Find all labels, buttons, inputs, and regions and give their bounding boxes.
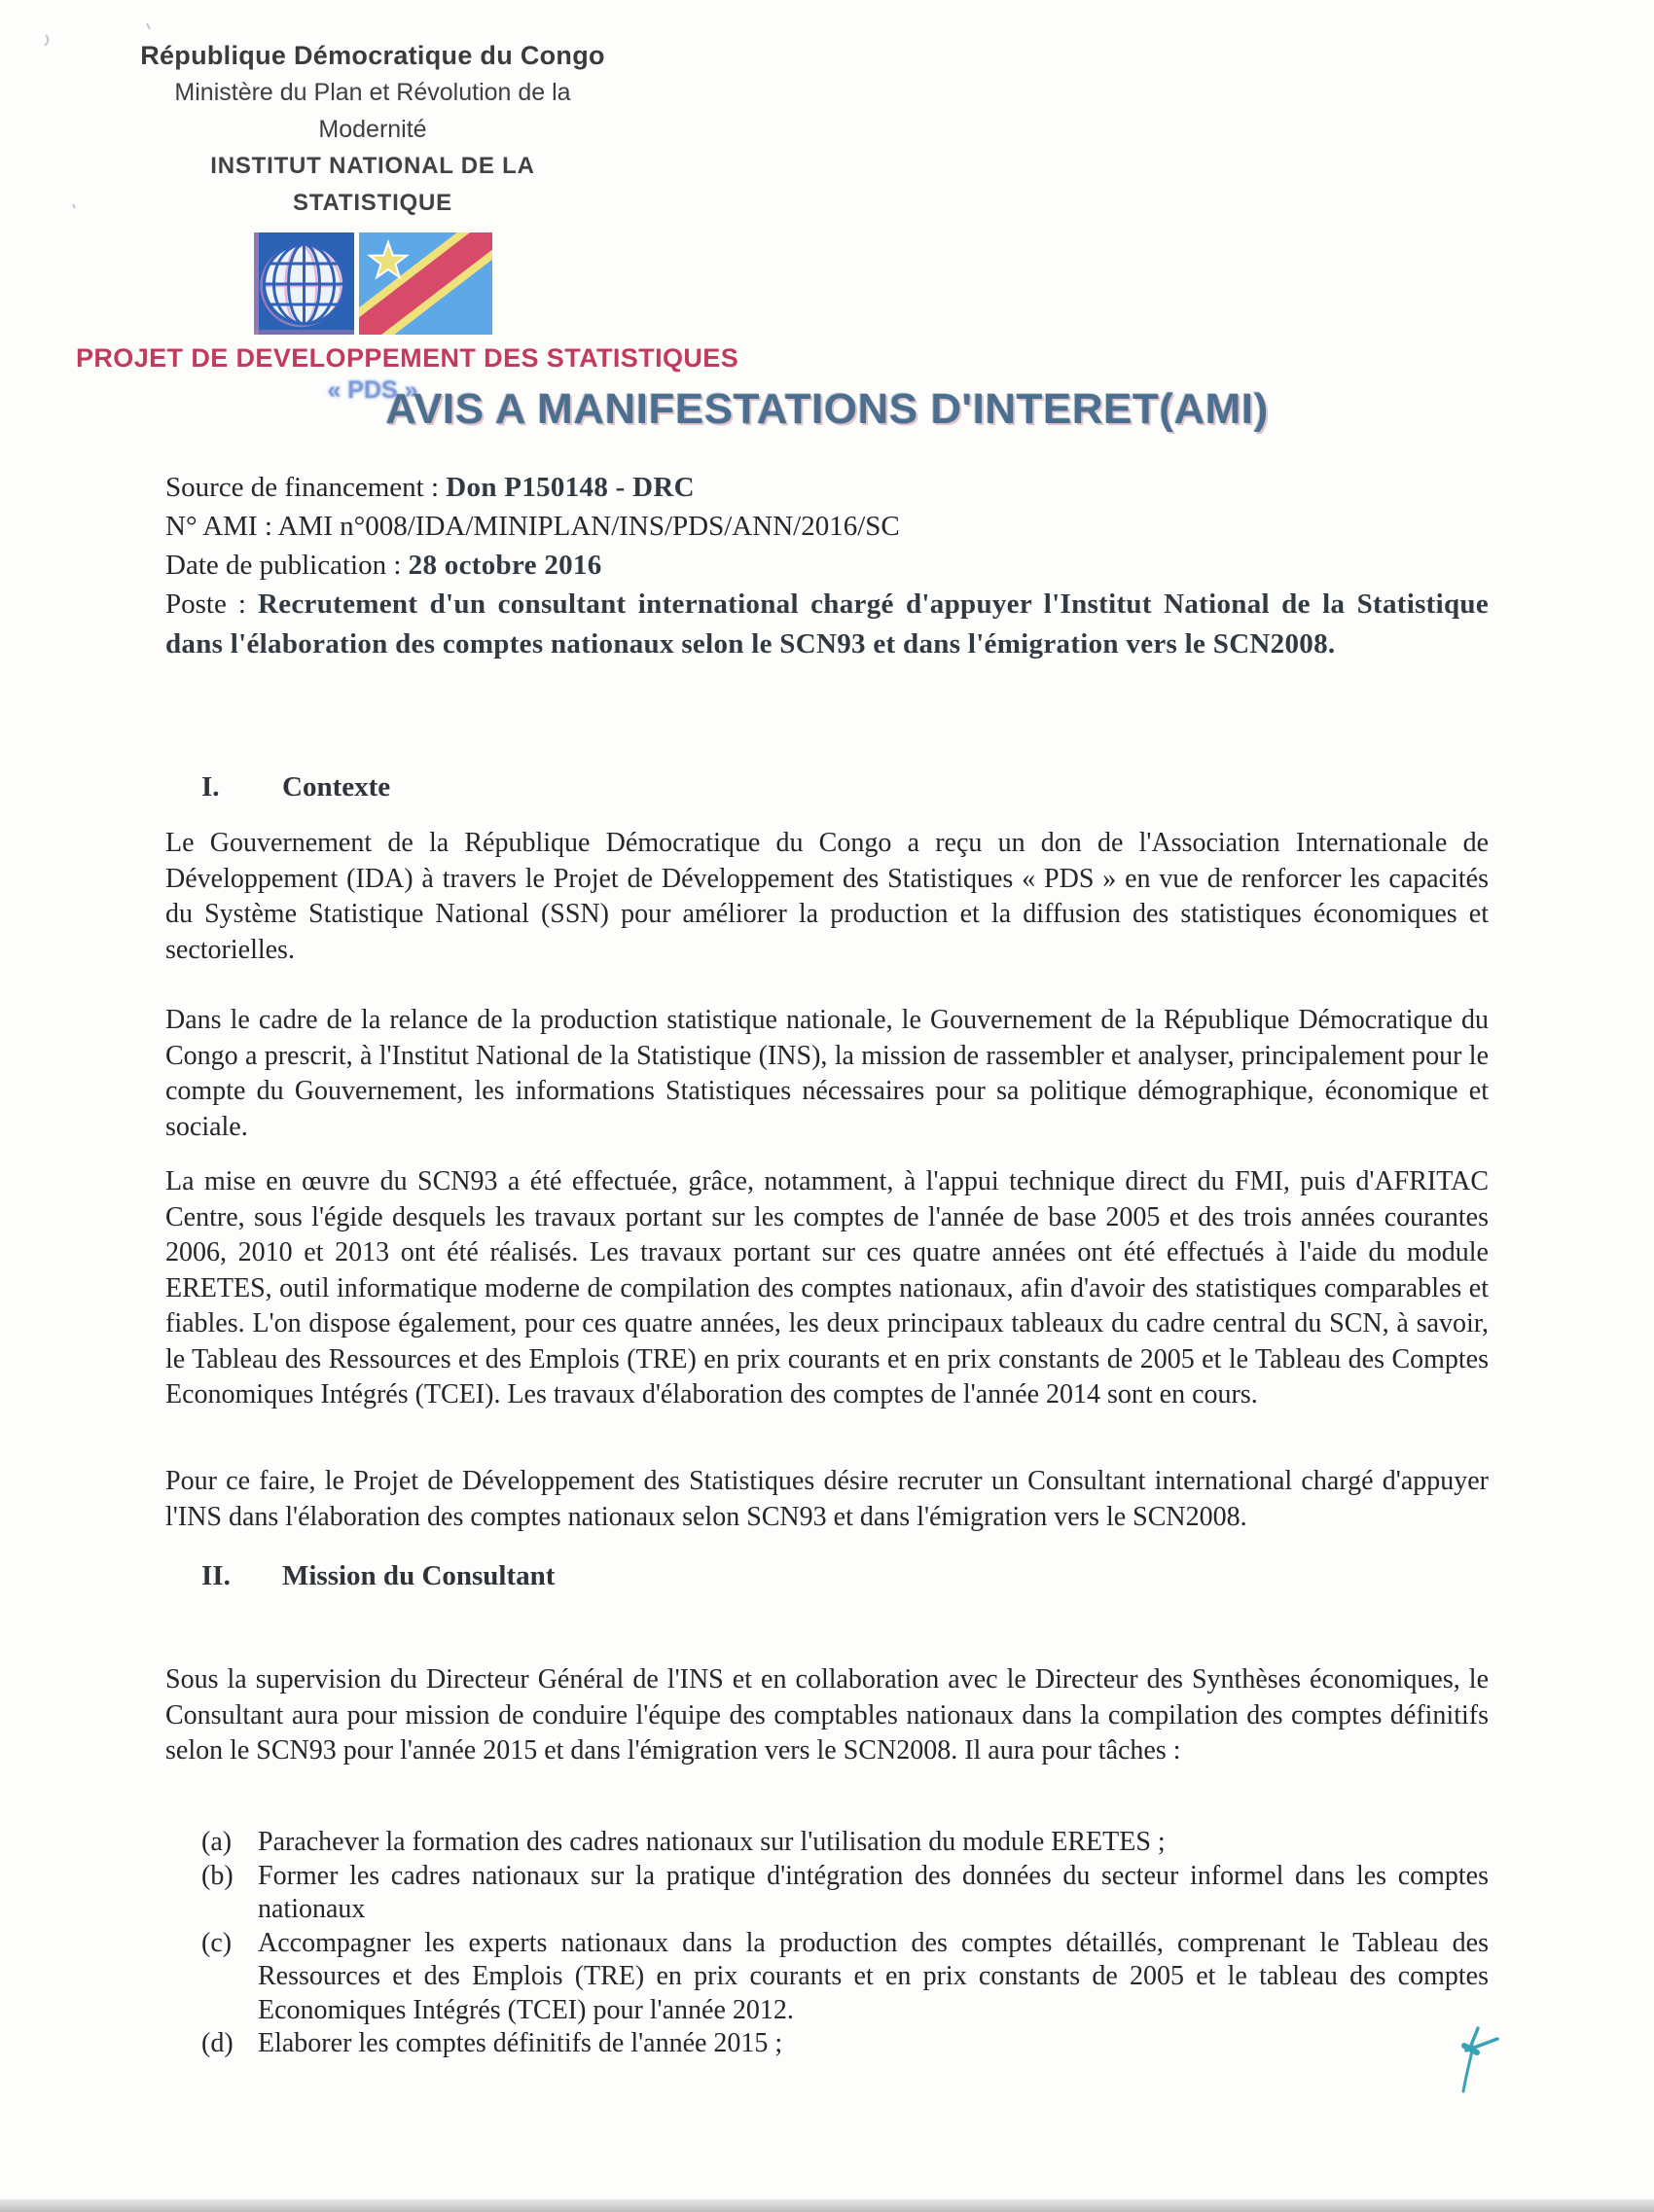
task-marker-b: (b): [201, 1860, 234, 1891]
context-paragraph-3: La mise en œuvre du SCN93 a été effectuée, grâce, notamment, à l'appui technique direct du FMI, puis d'AFRITAC Centre, sous l'égide desquels les travaux portant sur les comptes de l'année de base 2005 et des trois années courantes 2006, 2010 et 2013 ont été réalisés. Les travaux portant sur ces quatre années ont été effectués à l'aide du module ERETES, outil informatique moderne de compilation des comptes nationaux, afin d'avoir des statistiques comparables et fiables. L'on dispose également, pour ces quatre années, les deux principaux tableaux du cadre central du SCN, à savoir, le Tableau des Ressources et des Emplois (TRE) en prix courants et en prix constants de 2005 et le Tableau des Comptes Economiques Intégrés (TCEI). Les travaux d'élaboration des comptes de l'année 2014 sont en cours.: [165, 1166, 1489, 1409]
task-item-a: [165, 1826, 1489, 1860]
task-marker-d: (d): [201, 2028, 234, 2058]
funding-source-line: [165, 468, 1489, 507]
funding-source-label: Source de financement :: [165, 472, 447, 503]
country-name: République Démocratique du Congo: [140, 41, 605, 70]
position-line: [165, 585, 1489, 664]
position-value: Recrutement d'un consultant international chargé d'appuyer l'Institut National de la Statistique dans l'élaboration des comptes nationaux selon le SCN93 et dans l'émigration vers le SCN2008.: [165, 589, 1489, 660]
ami-number-label: N° AMI :: [165, 511, 278, 542]
task-text-a: Parachever la formation des cadres nationaux sur l'utilisation du module ERETES ;: [258, 1827, 1166, 1857]
section-1-title: Contexte: [282, 771, 391, 803]
section-2-title: Mission du Consultant: [282, 1560, 556, 1591]
letterhead: [76, 37, 739, 405]
context-paragraph-4: Pour ce faire, le Projet de Développement des Statistiques désire recruter un Consultant international chargé d'appuyer l'INS dans l'élaboration des comptes nationaux selon SCN93 et dans l'émigration vers le SCN2008.: [165, 1466, 1489, 1532]
publication-date-value: 28 octobre 2016: [408, 550, 602, 581]
ami-number-value: AMI n°008/IDA/MINIPLAN/INS/PDS/ANN/2016/SC: [277, 511, 900, 542]
task-marker-a: (a): [201, 1827, 233, 1857]
section-1-heading: [165, 771, 1489, 803]
scanner-edge-shadow: [0, 2199, 1654, 2212]
meta-block: [165, 468, 1489, 664]
ins-logo: [254, 232, 492, 335]
task-item-b: [165, 1860, 1489, 1927]
section-2-heading: [165, 1560, 1489, 1592]
task-item-d: [165, 2027, 1489, 2061]
task-text-b: Former les cadres nationaux sur la pratique d'intégration des données du secteur informel dans les comptes nationaux: [258, 1860, 1489, 1924]
section-1-number: I.: [201, 771, 220, 803]
context-paragraph-1: Le Gouvernement de la République Démocratique du Congo a reçu un don de l'Association Internationale de Développement (IDA) à travers le Projet de Développement des Statistiques « PDS » en vue de renforcer les capacités du Système Statistique National (SSN) pour améliorer la production et la diffusion des statistiques économiques et sectorielles.: [165, 828, 1489, 965]
ministry-name: Ministère du Plan et Révolution de la Modernité: [174, 79, 571, 143]
task-text-c: Accompagner les experts nationaux dans la production des comptes détaillés, comprenant le Tableau des Ressources et des Emplois (TRE) en prix courants et en prix constants de 2005 et le tableau des comptes Economiques Intégrés (TCEI) pour l'année 2012.: [258, 1927, 1489, 2025]
funding-source-value: Don P150148 - DRC: [446, 472, 695, 503]
ami-number-line: [165, 507, 1489, 546]
publication-date-line: [165, 546, 1489, 585]
publication-date-label: Date de publication :: [165, 550, 409, 581]
position-label: Poste :: [165, 589, 258, 620]
section-2-number: II.: [201, 1560, 231, 1591]
globe-icon: [254, 232, 354, 335]
context-paragraph-2: Dans le cadre de la relance de la production statistique nationale, le Gouvernement de la République Démocratique du Congo a prescrit, à l'Institut National de la Statistique (INS), la mission de rassembler et analyser, principalement pour le compte du Gouvernement, les informations Statistiques nécessaires pour sa politique démographique, économique et sociale.: [165, 1005, 1489, 1142]
project-acronym-stamp: « PDS »: [327, 376, 418, 404]
institute-name: INSTITUT NATIONAL DE LA STATISTIQUE: [210, 153, 535, 216]
mission-paragraph: Sous la supervision du Directeur Général de l'INS et en collaboration avec le Directeur des Synthèses économiques, le Consultant aura pour mission de conduire l'équipe des comptables nationaux dans la compilation des comptes définitifs selon le SCN93 pour l'année 2015 et dans l'émigration vers le SCN2008. Il aura pour tâches :: [165, 1664, 1489, 1766]
project-name: PROJET DE DEVELOPPEMENT DES STATISTIQUES: [76, 343, 739, 373]
task-list: [165, 1826, 1489, 2061]
ins-logo-graphic: [254, 232, 492, 335]
document-title: AVIS A MANIFESTATIONS D'INTERET(AMI): [385, 385, 1269, 433]
task-item-c: [165, 1927, 1489, 2028]
task-marker-c: (c): [201, 1927, 233, 1958]
drc-flag-icon: [345, 232, 491, 335]
task-text-d: Elaborer les comptes définitifs de l'année 2015 ;: [258, 2028, 783, 2058]
